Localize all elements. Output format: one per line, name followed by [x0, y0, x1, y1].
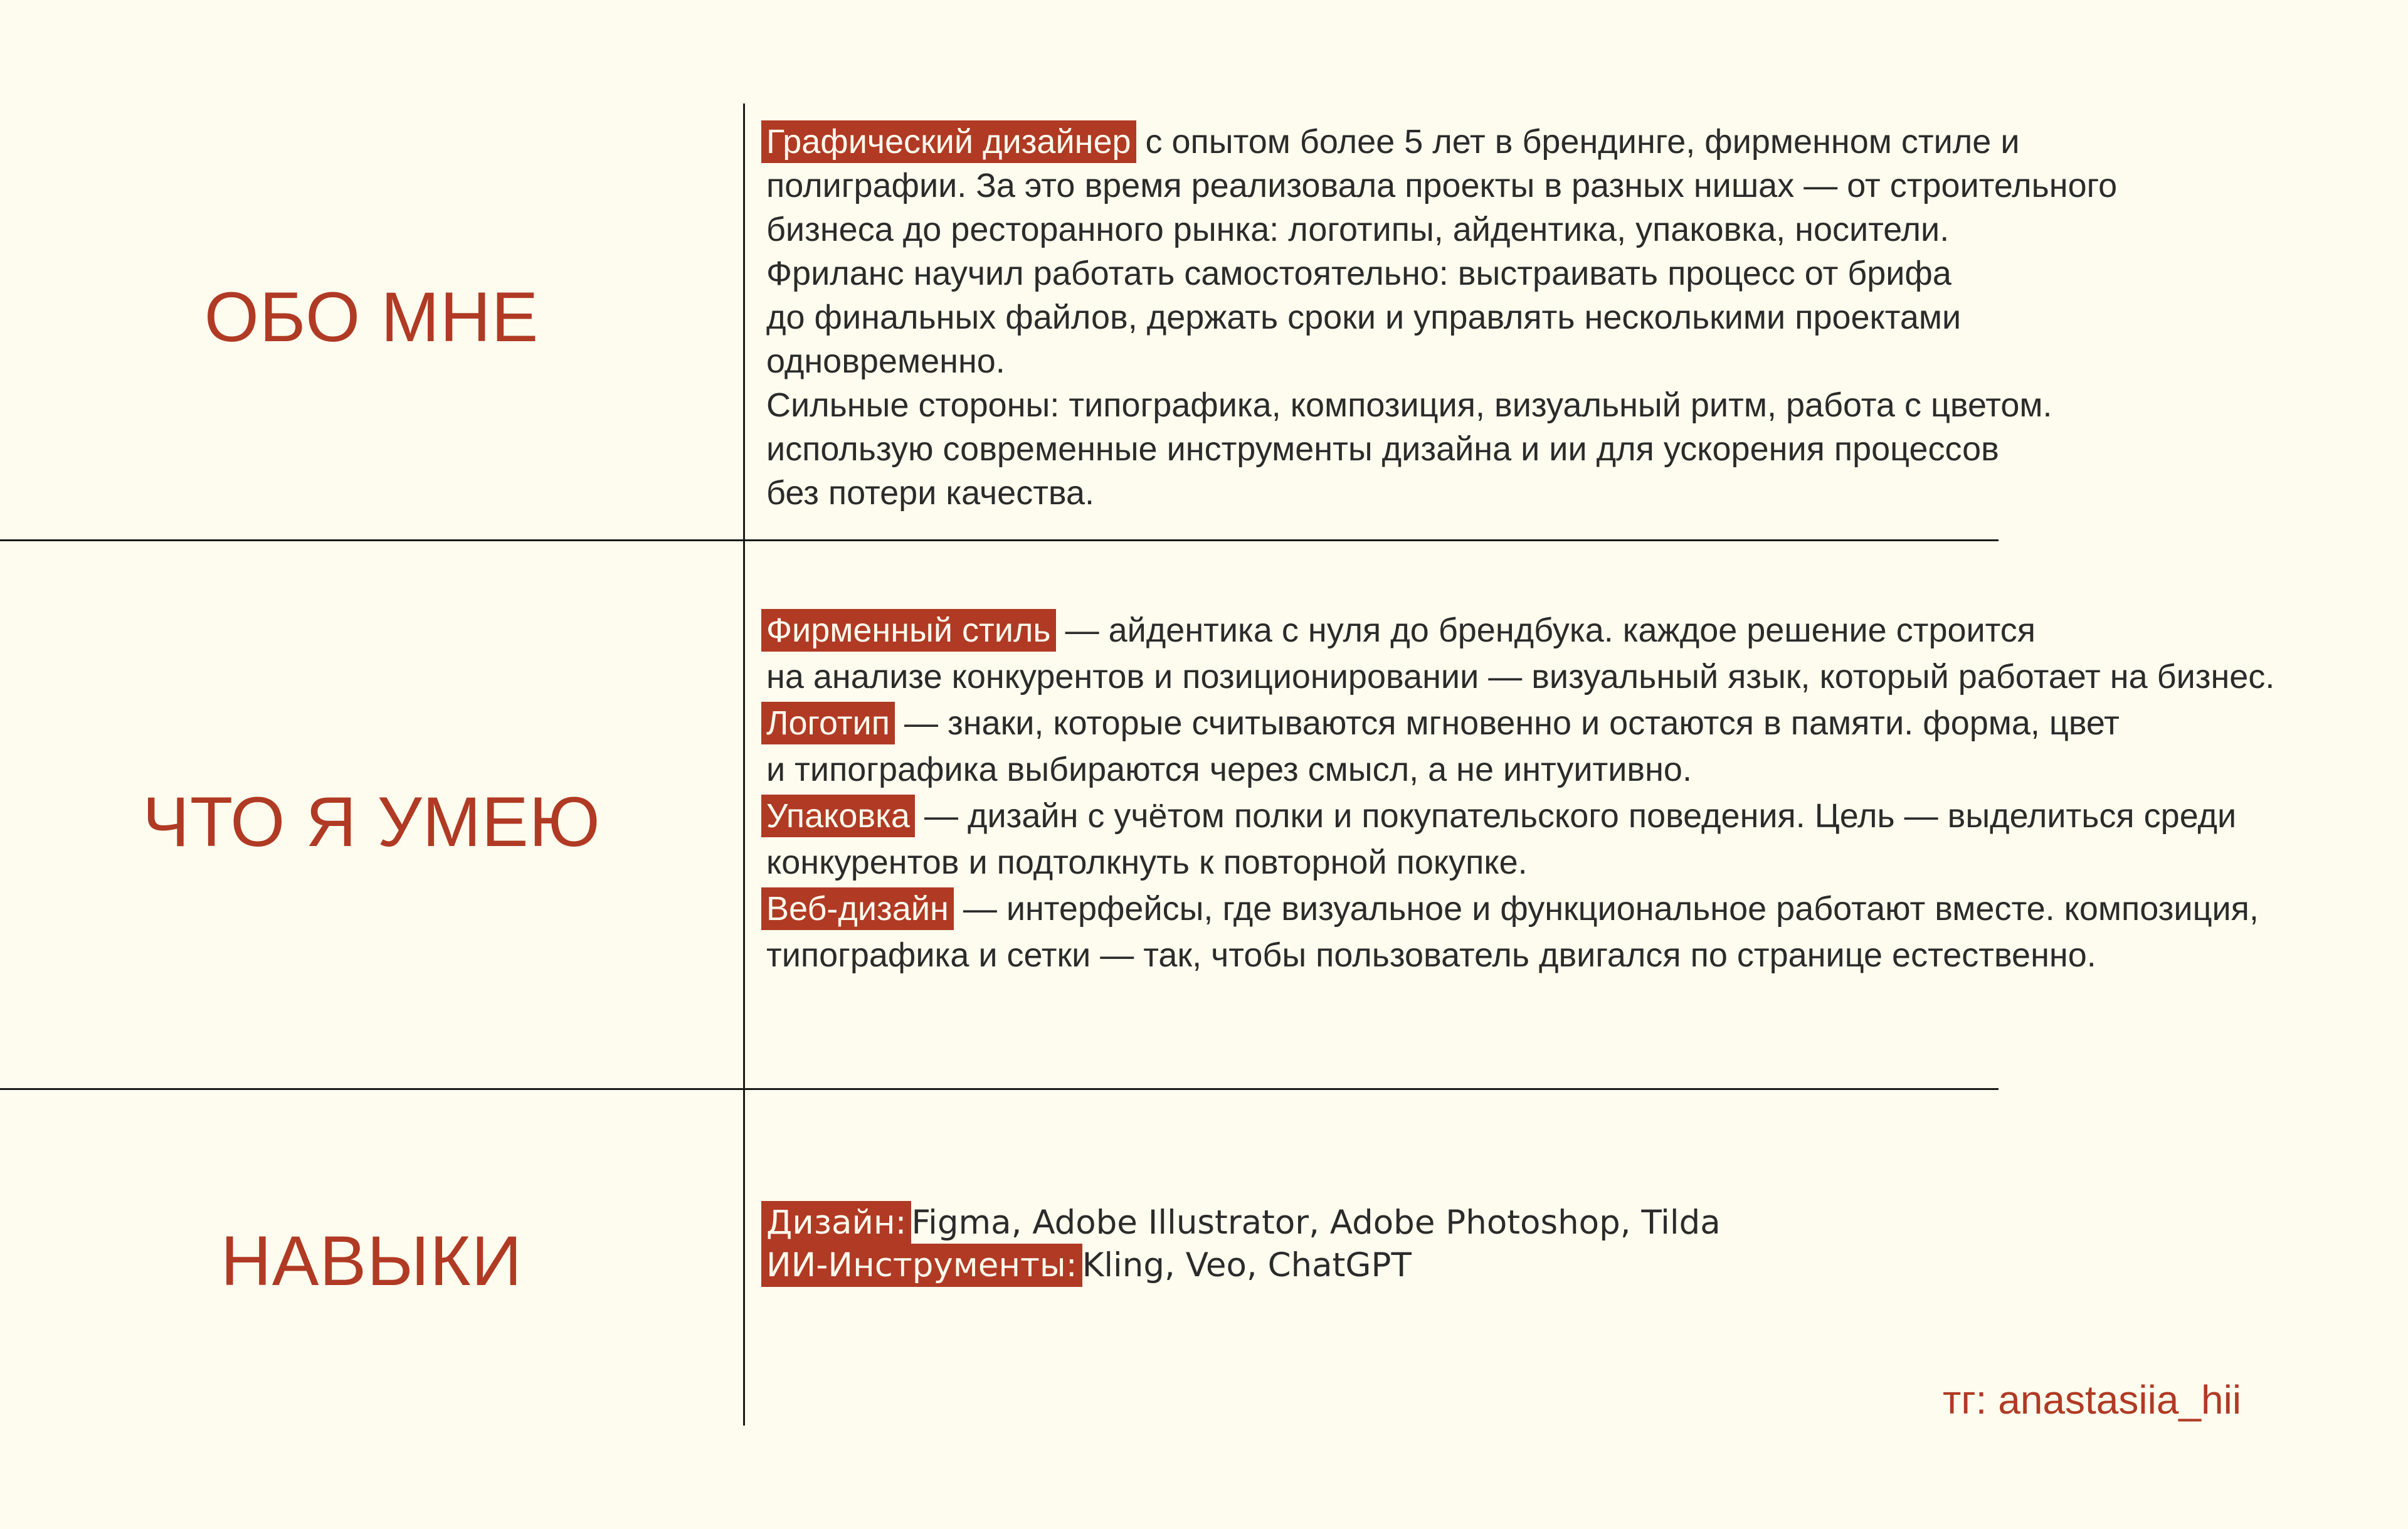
- section-title-skills: ЧТО Я УМЕЮ: [142, 783, 601, 861]
- skill-label-web: Веб-дизайн: [761, 887, 954, 930]
- skill-desc-web: — интерфейсы, где визуальное и функциональное работают вместе. композиция,: [953, 890, 2259, 928]
- tools-ai-value: Kling, Veo, ChatGPT: [1082, 1246, 1412, 1284]
- about-line-6: Сильные стороны: типографика, композиция, визуальный ритм, работа с цветом.: [766, 386, 2052, 424]
- skill-line2-web: типографика и сетки — так, чтобы пользователь двигался по странице естественно.: [766, 936, 2096, 974]
- section-title-tools: НАВЫКИ: [220, 1222, 523, 1300]
- tools-design: [766, 1202, 1721, 1244]
- about-line-0: [766, 120, 2117, 164]
- about-line-2: бизнеса до ресторанного рынка: логотипы, айдентика, упаковка, носители.: [766, 211, 1950, 248]
- about-line-3: Фриланс научил работать самостоятельно: выстраивать процесс от брифа: [766, 255, 1951, 292]
- about-line-1: полиграфии. За это время реализовала проекты в разных нишах — от строительного: [766, 167, 2118, 204]
- skill-item-web: [766, 886, 2274, 932]
- skill-item-branding: [766, 607, 2274, 653]
- skill-desc-logo: — знаки, которые считываются мгновенно и остаются в памяти. форма, цвет: [894, 704, 2120, 742]
- skill-line2-branding: на анализе конкурентов и позиционировании — визуальный язык, который работает на бизнес.: [766, 658, 2275, 696]
- skill-label-branding: Фирменный стиль: [761, 609, 1056, 652]
- about-highlight: Графический дизайнер: [761, 120, 1136, 163]
- skill-line2-packaging: конкурентов и подтолкнуть к повторной покупке.: [766, 844, 1528, 881]
- about-text: [766, 120, 2117, 515]
- horizontal-divider-2: [0, 1088, 1999, 1090]
- skill-item-logo: [766, 700, 2274, 746]
- horizontal-divider-1: [0, 539, 1999, 541]
- about-line-5: одновременно.: [766, 342, 1005, 380]
- skill-line2-logo: и типографика выбираются через смысл, а не интуитивно.: [766, 751, 1692, 788]
- skill-label-logo: Логотип: [761, 702, 895, 744]
- about-line-7: использую современные инструменты дизайна и ии для ускорения процессов: [766, 430, 1999, 468]
- section-title-about: ОБО МНЕ: [204, 278, 539, 356]
- skills-text: [766, 607, 2274, 978]
- tools-ai: [766, 1244, 1721, 1287]
- telegram-contact[interactable]: тг: anastasiia_hii: [1943, 1377, 2242, 1422]
- skill-label-packaging: Упаковка: [761, 795, 915, 837]
- about-first-line-rest: с опытом более 5 лет в брендинге, фирменном стиле и: [1136, 123, 2020, 161]
- vertical-divider: [743, 103, 745, 1426]
- about-line-8: без потери качества.: [766, 474, 1095, 512]
- skill-desc-packaging: — дизайн с учётом полки и покупательского поведения. Цель — выделиться среди: [914, 797, 2237, 835]
- tools-ai-label: ИИ-Инструменты:: [761, 1244, 1082, 1287]
- skill-desc-branding: — айдентика с нуля до брендбука. каждое решение строится: [1055, 611, 2036, 649]
- tools-text: [766, 1202, 1721, 1287]
- tools-design-value: Figma, Adobe Illustrator, Adobe Photoshop, Tilda: [911, 1204, 1721, 1242]
- tools-design-label: Дизайн:: [761, 1201, 911, 1244]
- skill-item-packaging: [766, 793, 2274, 839]
- about-line-4: до финальных файлов, держать сроки и управлять несколькими проектами: [766, 299, 1962, 336]
